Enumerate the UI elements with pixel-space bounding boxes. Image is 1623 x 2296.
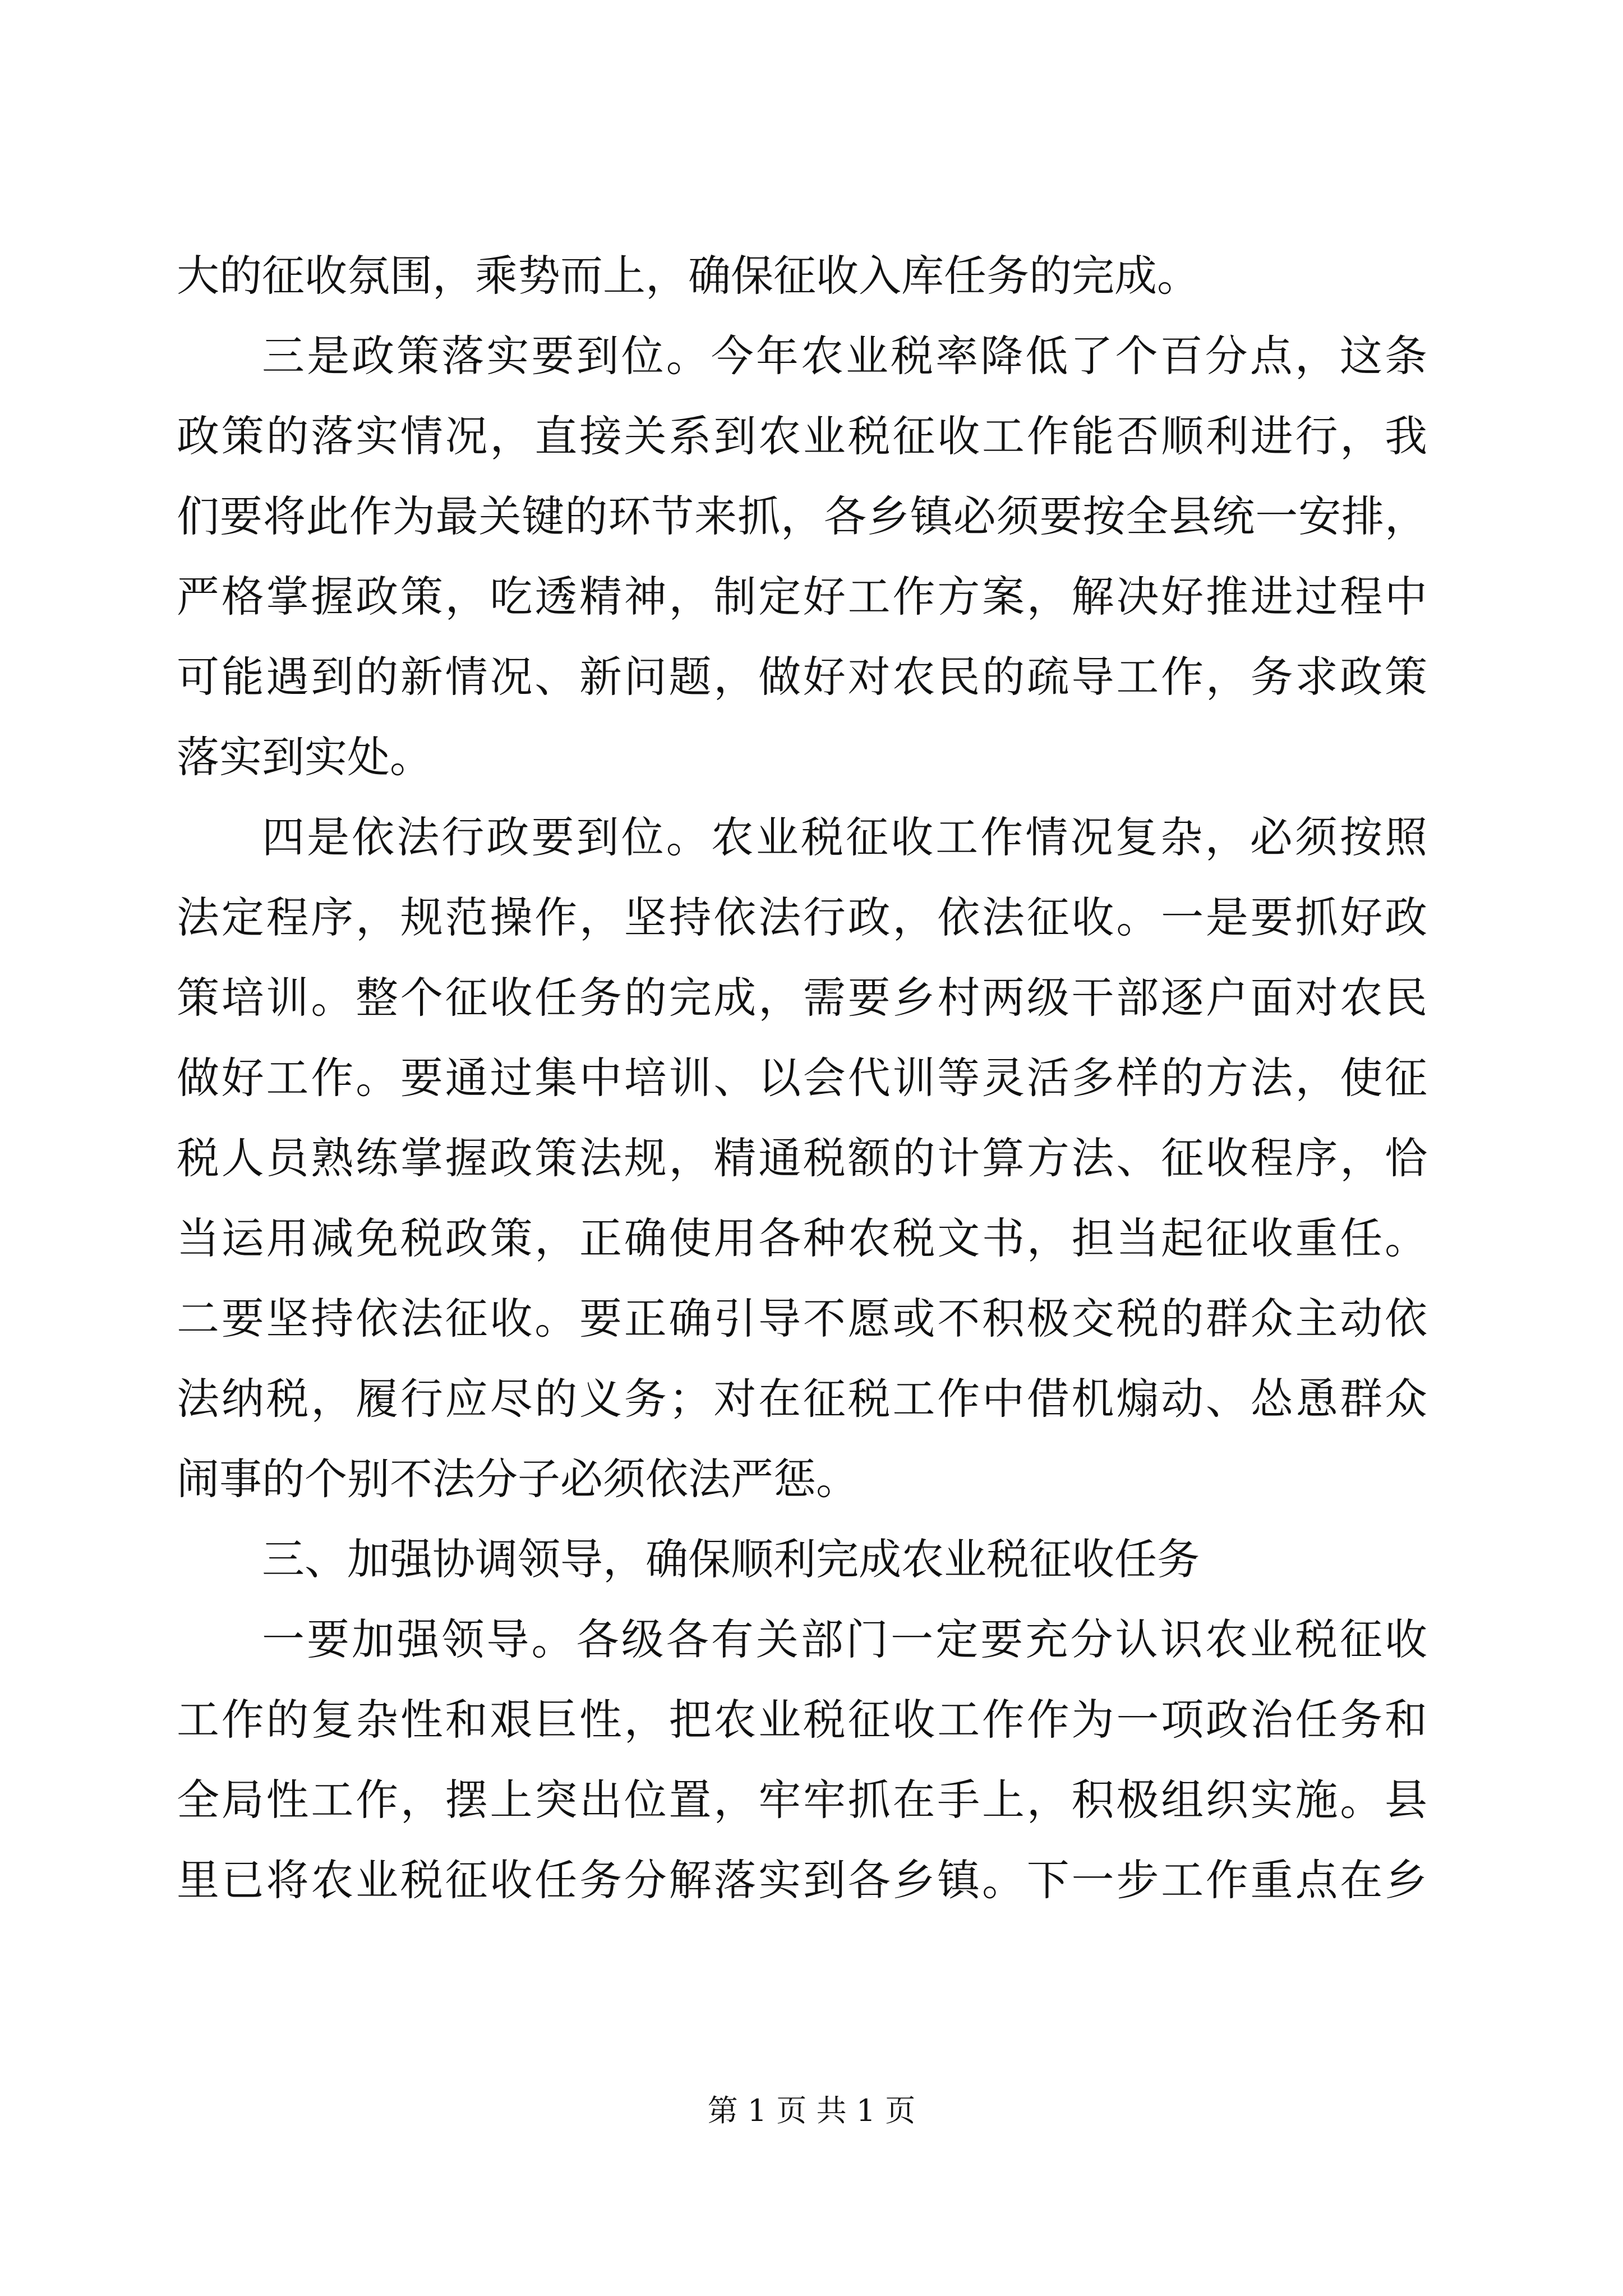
text-line: 当运用减免税政策，正确使用各种农税文书，担当起征收重任。 bbox=[177, 1213, 1427, 1263]
text-line: 策培训。整个征收任务的完成，需要乡村两级干部逐户面对农民 bbox=[177, 973, 1427, 1023]
text-line: 落实到实处。 bbox=[177, 732, 432, 782]
text-line: 闹事的个别不法分子必须依法严惩。 bbox=[177, 1454, 859, 1504]
text-line: 工作的复杂性和艰巨性，把农业税征收工作作为一项政治任务和 bbox=[177, 1695, 1427, 1745]
text-line: 一要加强领导。各级各有关部门一定要充分认识农业税征收 bbox=[262, 1614, 1427, 1664]
text-line: 政策的落实情况，直接关系到农业税征收工作能否顺利进行，我 bbox=[177, 411, 1427, 461]
text-line: 税人员熟练掌握政策法规，精通税额的计算方法、征收程序，恰 bbox=[177, 1133, 1427, 1183]
text-line: 做好工作。要通过集中培训、以会代训等灵活多样的方法，使征 bbox=[177, 1053, 1427, 1103]
text-line: 全局性工作，摆上突出位置，牢牢抓在手上，积极组织实施。县 bbox=[177, 1775, 1427, 1825]
text-line: 三是政策落实要到位。今年农业税率降低了个百分点，这条 bbox=[262, 331, 1427, 381]
body-text bbox=[177, 236, 1427, 1920]
text-line: 大的征收氛围，乘势而上，确保征收入库任务的完成。 bbox=[177, 251, 1200, 301]
section-heading: 三、加强协调领导，确保顺利完成农业税征收任务 bbox=[262, 1534, 1200, 1584]
text-line: 四是依法行政要到位。农业税征收工作情况复杂，必须按照 bbox=[262, 812, 1427, 862]
text-line: 二要坚持依法征收。要正确引导不愿或不积极交税的群众主动依 bbox=[177, 1294, 1427, 1343]
page-footer: 第 1 页 共 1 页 bbox=[707, 2093, 916, 2128]
text-line: 里已将农业税征收任务分解落实到各乡镇。下一步工作重点在乡 bbox=[177, 1855, 1427, 1905]
text-line: 法定程序，规范操作，坚持依法行政，依法征收。一是要抓好政 bbox=[177, 892, 1427, 942]
text-line: 们要将此作为最关键的环节来抓，各乡镇必须要按全县统一安排， bbox=[177, 491, 1427, 541]
text-line: 法纳税，履行应尽的义务；对在征税工作中借机煽动、怂恿群众 bbox=[177, 1374, 1427, 1424]
text-line: 严格掌握政策，吃透精神，制定好工作方案，解决好推进过程中 bbox=[177, 572, 1427, 622]
text-line: 可能遇到的新情况、新问题，做好对农民的疏导工作，务求政策 bbox=[177, 652, 1427, 702]
